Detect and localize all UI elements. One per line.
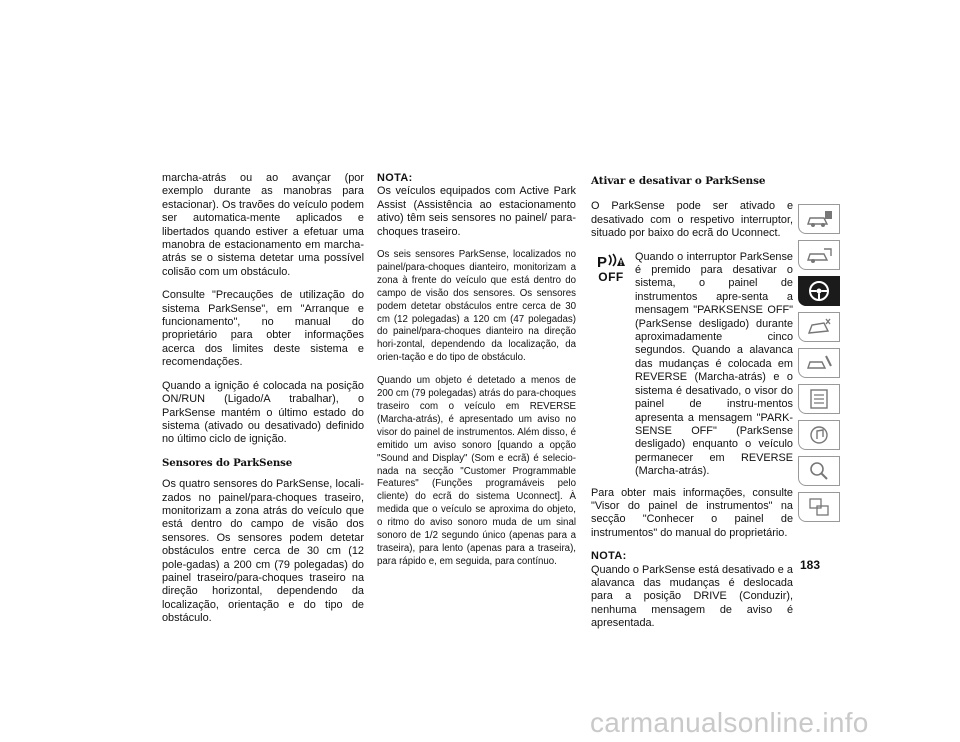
tab-languages[interactable] — [798, 492, 840, 522]
paragraph: Os quatro sensores do ParkSense, locali-zados no painel/para-choques traseiro, monitorizam a zona atrás do veículo que está dentro do campo de visão dos sensores. Os sensores podem detetar obstáculos entre cerca de 30 cm (12 pole-gadas) a 200 cm (79 polegadas) do painel traseiro/para-choques traseiro na direção horizontal, dependendo da localização, orientação e do tipo de obstáculo. — [162, 478, 364, 625]
indicator-block — [591, 251, 793, 479]
specifications-list-icon — [804, 387, 834, 411]
car-info-icon — [804, 207, 834, 231]
tab-index[interactable] — [798, 456, 840, 486]
chapter-tab-strip — [798, 204, 840, 528]
sensor-waves-icon — [607, 253, 625, 267]
watermark: carmanualsonline.info — [590, 707, 869, 738]
right-column — [591, 175, 793, 641]
paragraph: Quando um objeto é detetado a menos de 200 cm (79 polegadas) atrás do para-choques traseiro com o veículo em REVERSE (Marcha-atrás), é apresentado um aviso no visor do painel de instrumentos. Além disso, é emitido um aviso sonoro [quando a opção "Sound and Display" (Som e ecrã) é selecio-nada na secção "Customer Programmable Features" (Funções programáveis pelo cliente) do ecrã do sistema Uconnect]. À medida que o veículo se aproxima do objeto, o ritmo do aviso sonoro muda de um sinal sonoro de 1/2 segundo único (apenas para a traseira), para lento (apenas para a traseira), para rápido e, em seguida, para contínuo. — [377, 375, 576, 567]
paragraph: Os seis sensores ParkSense, localizados no painel/para-choques dianteiro, monitorizam a zona à frente do veículo que está dentro do campo de visão dos sensores. Os sensores podem detetar obstáculos entre cerca de 30 cm (12 polegadas) a 120 cm (47 polegadas) do painel/para-choques dianteiro na direção hori-zontal, dependendo da localização, da orien-tação e do tipo de obstáculo. — [377, 249, 576, 364]
note-text: Os veículos equipados com Active Park Assist (Assistência ao estacionamento ativo) têm seis sensores no painel/ para-choques traseiro. — [377, 185, 576, 238]
car-service-icon — [804, 351, 834, 375]
paragraph: Quando a ignição é colocada na posição ON/RUN (Ligado/A trabalhar), o ParkSense mantém o último estado do sistema (ativado ou desativado) definido no último ciclo de ignição. — [162, 379, 364, 446]
indicator-off-label: OFF — [598, 269, 624, 284]
note-text: Quando o ParkSense está desativado e a alavanca das mudanças é deslocada para a posição DRIVE (Conduzir), nenhuma mensagem de aviso é apresentada. — [591, 563, 793, 630]
paragraph: marcha-atrás ou ao avançar (por exemplo durante as manobras para estacionar). Os travões do veículo podem ser automatica-mente aplicados e libertados quando estiver a efetuar uma manobra de estacionamento em marcha-atrás se o sistema detetar uma possível colisão com um obstáculo. — [162, 172, 364, 278]
paragraph: Quando o interruptor ParkSense é premido para desativar o sistema, o painel de instrumentos apre-senta a mensagem "PARKSENSE OFF" (ParkSense desligado) durante aproximadamente cinco segundos. Quando a alavanca das mudanças é colocada em REVERSE (Marcha-atrás) e o sistema é desativado, o visor do painel de instru-mentos apresenta a mensagem "PARK-SENSE OFF" (ParkSense desligado) enquanto o veículo permanecer em REVERSE (Marcha-atrás). — [635, 250, 793, 478]
multilingual-icon — [804, 495, 834, 519]
tab-car-service[interactable] — [798, 348, 840, 378]
page-number: 183 — [800, 558, 821, 572]
car-key-icon — [804, 243, 834, 267]
music-note-icon — [804, 423, 834, 447]
note-title: NOTA: — [591, 550, 627, 563]
middle-column — [377, 172, 576, 579]
left-column — [162, 172, 364, 636]
car-crash-icon — [804, 315, 834, 339]
paragraph: O ParkSense pode ser ativado e desativado com o respetivo interruptor, situado por baixo do ecrã do Uconnect. — [591, 200, 793, 240]
section-heading: Ativar e desativar o ParkSense — [591, 175, 766, 187]
paragraph: Para obter mais informações, consulte "Visor do painel de instrumentos" na secção "Conhecer o painel de instrumentos" do manual do proprietário. — [591, 486, 793, 539]
note — [377, 172, 576, 239]
indicator-letter: P — [596, 253, 607, 271]
note — [591, 550, 793, 630]
parksense-off-indicator-icon — [591, 251, 631, 284]
tab-specifications[interactable] — [798, 384, 840, 414]
tab-car-crash[interactable] — [798, 312, 840, 342]
steering-wheel-icon — [804, 279, 834, 303]
tab-car-key[interactable] — [798, 240, 840, 270]
tab-car-info[interactable] — [798, 204, 840, 234]
paragraph: Consulte "Precauções de utilização do sistema ParkSense", em "Arranque e funcionamento", no manual do proprietário para obter informações acerca dos limites deste sistema e recomendações. — [162, 289, 364, 369]
tab-multimedia[interactable] — [798, 420, 840, 450]
magnifier-icon — [804, 459, 834, 483]
tab-steering-wheel[interactable] — [798, 276, 840, 306]
note-title: NOTA: — [377, 172, 413, 184]
section-heading: Sensores do ParkSense — [162, 456, 293, 469]
